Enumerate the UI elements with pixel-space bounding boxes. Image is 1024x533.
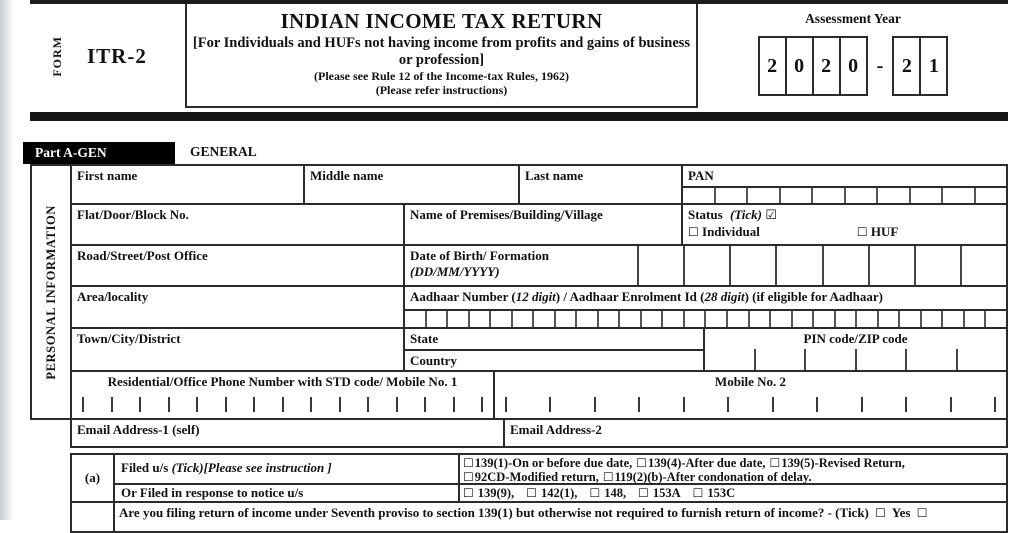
checkbox-icon[interactable]: ☐	[692, 486, 704, 500]
digit-box[interactable]	[965, 311, 987, 327]
digit-separator-tick	[282, 397, 284, 412]
filing-option-label: 142(1),	[540, 486, 578, 500]
digit-box[interactable]	[620, 311, 642, 327]
checkbox-icon[interactable]: ☐	[856, 225, 868, 239]
seventh-proviso-row	[70, 503, 1008, 533]
checkbox-icon[interactable]: ☐	[602, 470, 614, 484]
filing-option[interactable]	[603, 470, 812, 484]
filed-us-row	[115, 455, 1006, 485]
middle-name-label: Middle name	[310, 168, 384, 183]
row-letter-b-cell	[72, 503, 115, 531]
digit-separator-tick	[994, 397, 996, 412]
filing-option-label: 153A	[652, 486, 681, 500]
digit-box[interactable]	[427, 311, 449, 327]
form-vertical-label: FORM	[50, 35, 64, 77]
country-field[interactable]	[405, 351, 703, 371]
year-digit-cell: 2	[812, 36, 841, 96]
pan-field[interactable]	[683, 166, 1006, 205]
digit-box[interactable]	[599, 311, 621, 327]
year-digit-cell: 1	[919, 36, 948, 96]
town-city-label: Town/City/District	[77, 331, 181, 347]
digit-separator-tick	[453, 397, 455, 412]
checkbox-icon[interactable]: ☐	[463, 456, 474, 470]
digit-box[interactable]	[577, 311, 599, 327]
filing-option[interactable]	[463, 486, 514, 500]
digit-separator-tick	[82, 397, 84, 412]
personal-information-content	[72, 166, 1006, 418]
digit-box[interactable]	[534, 311, 556, 327]
digit-box[interactable]	[556, 311, 578, 327]
digit-box[interactable]	[642, 311, 664, 327]
aadhaar-label-p3: ) (if eligible for Aadhaar)	[744, 289, 883, 305]
filing-option[interactable]	[526, 486, 577, 500]
aadhaar-label	[405, 287, 1006, 307]
filing-option[interactable]	[589, 486, 626, 500]
digit-box[interactable]	[729, 246, 775, 285]
instruction-note: (Please refer instructions)	[375, 83, 508, 97]
digit-box[interactable]	[683, 246, 729, 285]
digit-separator-tick	[594, 397, 596, 412]
digit-box[interactable]	[781, 188, 814, 203]
digit-separator-tick	[683, 397, 685, 412]
pan-digit-boxes	[683, 186, 1006, 203]
aadhaar-label-p2: ) / Aadhaar Enrolment Id (	[555, 289, 705, 305]
row-address1-status	[72, 205, 1006, 246]
checkbox-icon[interactable]: ☐	[636, 456, 648, 470]
checkbox-icon[interactable]: ☐	[463, 486, 474, 500]
assessment-year-label: Assessment Year	[805, 11, 901, 26]
road-street-field[interactable]	[72, 246, 405, 287]
filed-us-options-line2	[463, 470, 1003, 484]
row-phone-labels	[72, 372, 1006, 396]
premises-label: Name of Premises/Building/Village	[410, 207, 603, 222]
checkbox-icon[interactable]: ☐	[638, 486, 649, 500]
row-area-aadhaar	[72, 287, 1006, 329]
road-street-label: Road/Street/Post Office	[77, 248, 208, 264]
filing-status-block	[70, 453, 1008, 503]
status-tick-note: (Tick)	[729, 207, 762, 222]
digit-box[interactable]	[846, 188, 879, 203]
middle-name-field[interactable]	[305, 166, 520, 205]
checkbox-icon[interactable]: ☐	[526, 486, 537, 500]
digit-box[interactable]	[956, 349, 1007, 370]
digit-box[interactable]	[705, 349, 754, 370]
dob-format-note: (DD/MM/YYYY)	[410, 264, 500, 280]
filing-option[interactable]	[636, 456, 765, 470]
digit-box[interactable]	[706, 311, 728, 327]
town-city-field[interactable]	[72, 329, 405, 372]
assessment-year-second-group	[892, 36, 948, 96]
digit-box[interactable]	[879, 311, 901, 327]
pin-code-field[interactable]	[705, 329, 1006, 372]
digit-box[interactable]	[775, 246, 821, 285]
digit-box[interactable]	[914, 246, 960, 285]
row-names	[72, 166, 1006, 205]
digit-box[interactable]	[960, 246, 1006, 285]
filing-option[interactable]	[770, 456, 905, 470]
state-country-cell	[405, 329, 705, 372]
digit-box[interactable]	[878, 188, 911, 203]
state-label: State	[410, 331, 439, 347]
form-subtitle: [For Individuals and HUFs not having income from profits and gains of business or profession]	[192, 35, 691, 68]
digit-separator-tick	[549, 397, 551, 412]
status-label: Status	[688, 207, 723, 222]
aadhaar-field	[405, 287, 1006, 329]
filed-us-note: (Tick)[Please see instruction ]	[171, 460, 332, 475]
digit-separator-tick	[727, 397, 729, 412]
email2-label: Email Address-2	[510, 422, 602, 437]
digit-box[interactable]	[814, 311, 836, 327]
aadhaar-label-i2: 28 digit	[704, 289, 745, 305]
dob-digit-boxes	[637, 246, 1006, 285]
digit-box[interactable]	[405, 311, 427, 327]
proviso-yes-label: Yes	[891, 505, 911, 520]
digit-box[interactable]	[976, 188, 1007, 203]
pan-label: PAN	[688, 168, 714, 183]
digit-box[interactable]	[750, 311, 772, 327]
row-road-dob	[72, 246, 1006, 287]
filing-option-label: 148,	[604, 486, 627, 500]
checkbox-icon[interactable]: ☐	[916, 506, 928, 520]
section-divider-bar	[30, 112, 1008, 121]
email1-label: Email Address-1 (self)	[77, 422, 200, 437]
email2-field[interactable]	[505, 420, 1006, 446]
form-title-block	[185, 4, 698, 108]
rule-note: (Please see Rule 12 of the Income-tax Rules, 1962)	[314, 69, 569, 83]
form-number: ITR-2	[87, 43, 147, 68]
digit-box[interactable]	[470, 311, 492, 327]
digit-separator-tick	[950, 397, 952, 412]
digit-box[interactable]	[868, 246, 914, 285]
filing-option-label: 139(1)-On or before due date,	[474, 456, 633, 470]
digit-separator-tick	[861, 397, 863, 412]
digit-separator-tick	[638, 397, 640, 412]
state-field[interactable]	[405, 329, 703, 351]
filing-option-label: 153C	[707, 486, 736, 500]
status-options-line	[683, 223, 1006, 242]
digit-separator-tick	[339, 397, 341, 412]
phone1-label: Residential/Office Phone Number with STD code/ Mobile No. 1	[107, 374, 458, 390]
assessment-year-block	[698, 4, 1008, 108]
area-locality-field[interactable]	[72, 287, 405, 329]
part-a-gen-header: Part A-GEN	[23, 142, 175, 164]
digit-separator-tick	[310, 397, 312, 412]
filing-right	[115, 455, 1006, 501]
personal-information-vertical-label: PERSONAL INFORMATION	[43, 204, 58, 380]
digit-box[interactable]	[943, 311, 965, 327]
digit-separator-tick	[396, 397, 398, 412]
digit-box[interactable]	[855, 349, 906, 370]
filed-us-options	[460, 455, 1006, 483]
assessment-year-separator: -	[876, 54, 884, 77]
digit-box[interactable]	[905, 349, 956, 370]
personal-information-sidebar	[32, 166, 72, 418]
digit-box[interactable]	[754, 349, 805, 370]
digit-box[interactable]	[685, 311, 707, 327]
filing-option-label: 139(9),	[477, 486, 515, 500]
digit-separator-tick	[196, 397, 198, 412]
phone2-label-cell	[495, 372, 1006, 396]
aadhaar-digit-boxes	[405, 309, 1006, 327]
notice-label: Or Filed in response to notice u/s	[115, 485, 460, 501]
scanned-page-edge	[0, 0, 14, 520]
year-digit-cell: 0	[839, 36, 868, 96]
filing-option-label: 139(4)-After due date,	[648, 456, 766, 470]
digit-box[interactable]	[943, 188, 976, 203]
checkbox-icon[interactable]: ☐	[769, 456, 781, 470]
form-title: INDIAN INCOME TAX RETURN	[280, 9, 603, 33]
first-name-field[interactable]	[72, 166, 305, 205]
filing-option[interactable]	[463, 456, 632, 470]
area-locality-label: Area/locality	[77, 289, 149, 305]
digit-box[interactable]	[637, 246, 683, 285]
digit-separator-tick	[225, 397, 227, 412]
seventh-proviso-question	[115, 503, 1006, 531]
first-name-label: First name	[77, 168, 138, 183]
last-name-label: Last name	[525, 168, 584, 183]
year-digit-cell: 2	[892, 36, 921, 96]
year-digit-cell: 0	[785, 36, 814, 96]
digit-separator-tick	[505, 397, 507, 412]
form-id-block	[50, 4, 147, 108]
dob-label-text: Date of Birth/ Formation	[410, 248, 550, 264]
personal-information-table	[30, 164, 1008, 420]
status-label-line	[683, 205, 1006, 223]
status-option-huf-label: HUF	[870, 224, 899, 239]
row-letter-a: (a)	[72, 455, 115, 501]
notice-row	[115, 485, 1006, 501]
pin-digit-boxes	[705, 349, 1006, 370]
status-option-individual-label: Individual	[702, 224, 760, 239]
digit-separator-tick	[424, 397, 426, 412]
digit-box[interactable]	[922, 311, 944, 327]
digit-separator-tick	[111, 397, 113, 412]
country-label: Country	[410, 353, 457, 369]
row-town-state-pin	[72, 329, 1006, 372]
digit-box[interactable]	[822, 246, 868, 285]
phone1-label-cell	[72, 372, 495, 396]
filing-option[interactable]	[638, 486, 681, 500]
dob-field	[405, 246, 1006, 287]
pin-code-label: PIN code/ZIP code	[803, 331, 908, 347]
year-digit-cell: 2	[758, 36, 787, 96]
checkbox-icon[interactable]: ☐	[463, 470, 474, 484]
digit-box[interactable]	[986, 311, 1006, 327]
digit-separator-tick	[816, 397, 818, 412]
digit-separator-tick	[367, 397, 369, 412]
premises-field[interactable]	[405, 205, 683, 246]
digit-separator-tick	[481, 397, 483, 412]
digit-box[interactable]	[836, 311, 858, 327]
digit-box[interactable]	[728, 311, 750, 327]
digit-box[interactable]	[748, 188, 781, 203]
email1-field[interactable]	[72, 420, 505, 446]
filing-option-label: 119(2)(b)-After condonation of delay.	[614, 470, 812, 484]
filed-us-label	[115, 455, 460, 483]
phone2-label: Mobile No. 2	[714, 374, 787, 390]
filing-option[interactable]	[463, 470, 599, 484]
last-name-field[interactable]	[520, 166, 683, 205]
phone2-digit-area[interactable]	[495, 397, 1006, 419]
filed-us-label-text: Filed u/s	[121, 460, 172, 475]
phone1-digit-area[interactable]	[72, 397, 495, 419]
filing-option-label: 139(5)-Revised Return,	[781, 456, 905, 470]
flat-door-block-label: Flat/Door/Block No.	[77, 207, 189, 222]
digit-box[interactable]	[448, 311, 470, 327]
digit-box[interactable]	[857, 311, 879, 327]
flat-door-block-field[interactable]	[72, 205, 405, 246]
digit-box[interactable]	[663, 311, 685, 327]
checkbox-icon[interactable]: ☐	[875, 506, 886, 520]
part-a-gen-title: GENERAL	[190, 144, 257, 159]
assessment-year-boxes	[698, 36, 1008, 96]
status-field	[683, 205, 1006, 246]
digit-box[interactable]	[804, 349, 855, 370]
dob-label	[405, 246, 637, 285]
digit-separator-tick	[772, 397, 774, 412]
email-row	[70, 420, 1008, 448]
checkbox-icon[interactable]: ☐	[589, 486, 601, 500]
seventh-proviso-question-text: Are you filing return of income under Seventh proviso to section 139(1) but otherwise not required to furnish return of income? - (Tick)	[119, 505, 869, 520]
filing-option[interactable]	[693, 486, 736, 500]
assessment-year-first-group	[758, 36, 868, 96]
digit-box[interactable]	[771, 311, 793, 327]
digit-box[interactable]	[813, 188, 846, 203]
digit-separator-tick	[905, 397, 907, 412]
digit-box[interactable]	[491, 311, 513, 327]
digit-separator-tick	[139, 397, 141, 412]
filing-option-label: 92CD-Modified return,	[474, 470, 599, 484]
checked-checkbox-icon[interactable]: ☑	[765, 208, 777, 223]
notice-options	[460, 485, 1006, 501]
digit-box[interactable]	[793, 311, 815, 327]
filed-us-options-line1	[463, 456, 1003, 470]
status-option-individual[interactable]	[688, 224, 760, 240]
status-option-huf[interactable]	[857, 224, 898, 240]
digit-box[interactable]	[683, 188, 716, 203]
row-phone-ticks	[72, 397, 1006, 419]
digit-separator-tick	[253, 397, 255, 412]
digit-box[interactable]	[513, 311, 535, 327]
checkbox-icon[interactable]: ☐	[688, 225, 699, 239]
digit-box[interactable]	[716, 188, 749, 203]
form-header	[30, 0, 1008, 108]
aadhaar-label-i1: 12 digit	[515, 289, 556, 305]
digit-box[interactable]	[900, 311, 922, 327]
aadhaar-label-p1: Aadhaar Number (	[410, 289, 516, 305]
digit-box[interactable]	[911, 188, 944, 203]
digit-separator-tick	[168, 397, 170, 412]
